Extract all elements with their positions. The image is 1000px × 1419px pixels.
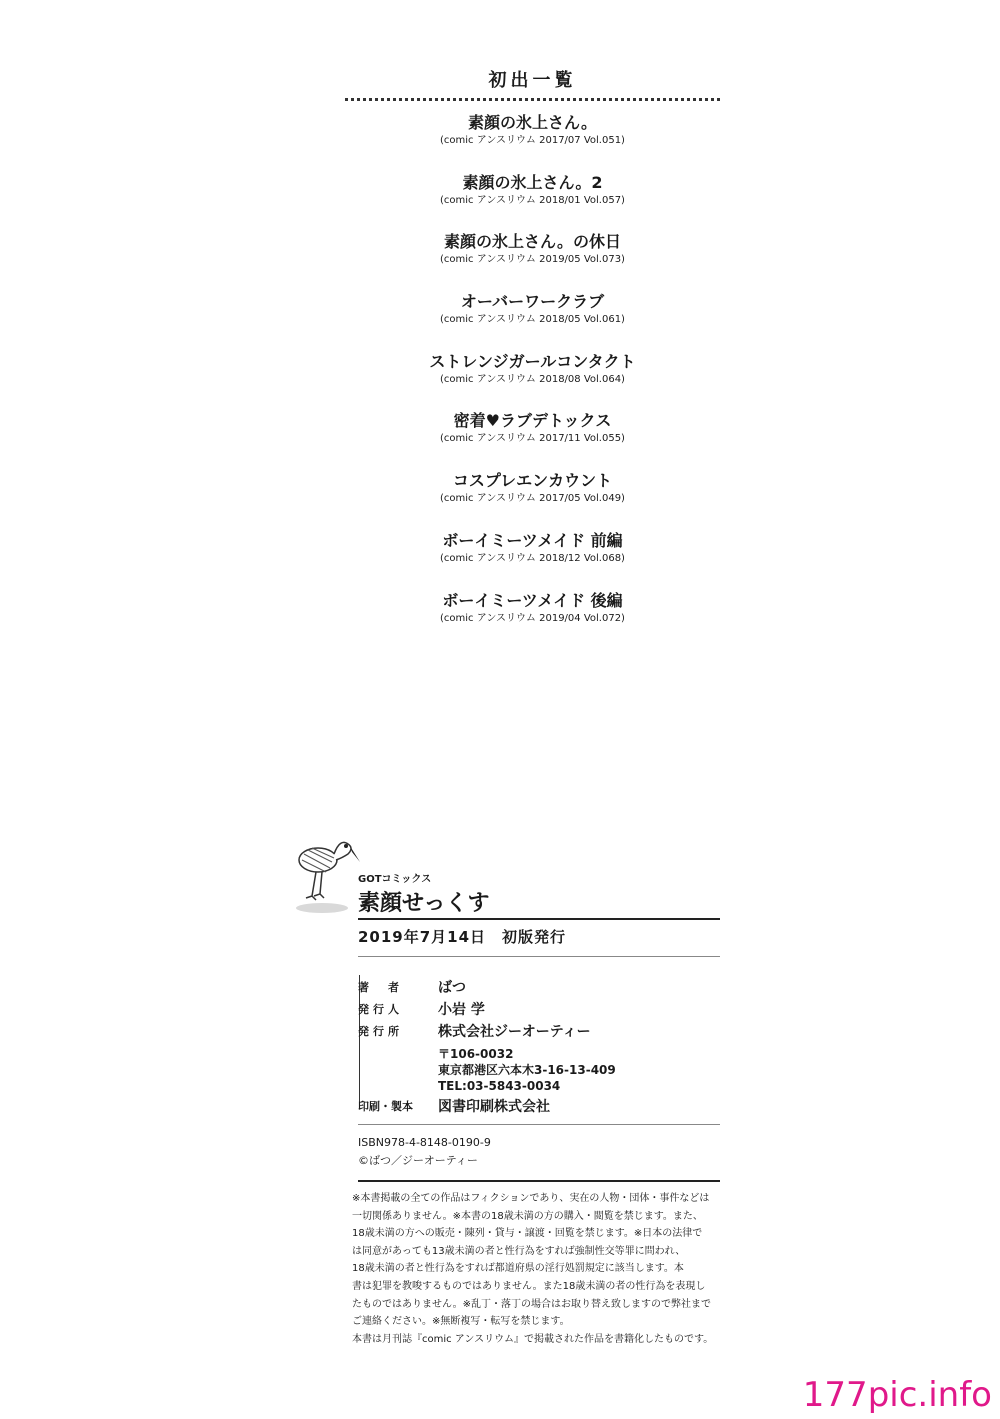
toc-entry-source: (comic アンスリウム 2019/05 Vol.073) xyxy=(440,254,625,266)
toc-entry xyxy=(345,231,720,291)
toc-entry-title: 素顔の氷上さん。 xyxy=(468,113,597,132)
isbn-block xyxy=(358,1134,491,1170)
book-title: 素顔せっくす xyxy=(358,891,490,916)
printer-name: 図書印刷株式会社 xyxy=(438,1099,550,1115)
toc-entry-title: 素顔の氷上さん。2 xyxy=(462,172,603,192)
credits xyxy=(358,977,720,1043)
toc-list xyxy=(345,112,720,649)
credit-row-publisher xyxy=(358,1021,720,1043)
toc-entry-title: ボーイミーツメイド 後編 xyxy=(442,590,623,610)
legal-note-line: 書は犯罪を教唆するものではありません。また18歳未満の者の性行為を表現し xyxy=(352,1280,706,1292)
edition-date: 2019年7月14日 初版発行 xyxy=(358,928,567,946)
copyright: ©ばつ／ジーオーティー xyxy=(358,1154,478,1167)
divider xyxy=(358,956,720,957)
toc-entry-source: (comic アンスリウム 2018/12 Vol.068) xyxy=(440,552,625,564)
toc-entry xyxy=(345,530,720,590)
toc-entry xyxy=(345,291,720,351)
toc-entry-source: (comic アンスリウム 2018/01 Vol.057) xyxy=(440,194,625,206)
credit-label: 印刷・製本 xyxy=(358,1100,413,1113)
toc-entry-source: (comic アンスリウム 2017/07 Vol.051) xyxy=(440,135,625,146)
toc-entry-title: 素顔の氷上さん。の休日 xyxy=(444,232,621,252)
postal-code: 〒106-0032 xyxy=(438,1047,514,1061)
credit-label: 発行所 xyxy=(358,1025,403,1038)
legal-note-line: 18歳未満の方への販売・陳列・貸与・譲渡・回覧を禁じます。※日本の法律で xyxy=(352,1228,703,1240)
toc-entry-title: ストレンジガールコンタクト xyxy=(429,351,636,371)
toc-entry xyxy=(345,470,720,530)
divider xyxy=(358,1180,720,1182)
toc-entry-source: (comic アンスリウム 2017/11 Vol.055) xyxy=(440,433,625,445)
credit-label: 著 者 xyxy=(358,981,403,994)
author-name: ばつ xyxy=(438,980,466,996)
telephone: TEL:03-5843-0034 xyxy=(438,1079,561,1093)
legal-note-line: 本書は月刊誌『comic アンスリウム』で掲載された作品を書籍化したものです。 xyxy=(352,1333,714,1345)
credit-row-publisher-person xyxy=(358,999,720,1021)
legal-note-line: 一切関係ありません。※本書の18歳未満の方の購入・閲覧を禁じます。また、 xyxy=(352,1210,703,1222)
toc-heading: 初出一覧 xyxy=(488,70,577,91)
toc-entry xyxy=(345,172,720,232)
toc-entry-source: (comic アンスリウム 2017/05 Vol.049) xyxy=(440,493,625,505)
toc-entry-title: コスプレエンカウント xyxy=(452,471,613,491)
legal-note-line: ※本書掲載の全ての作品はフィクションであり、実在の人物・団体・事件などは xyxy=(352,1193,710,1204)
credit-label: 発行人 xyxy=(358,1003,403,1016)
legal-notes xyxy=(352,1190,722,1348)
credits-printer xyxy=(358,1096,720,1118)
isbn: ISBN978-4-8148-0190-9 xyxy=(358,1136,491,1149)
legal-note-line: ご連絡ください。※無断複写・転写を禁じます。 xyxy=(352,1316,570,1328)
series-name: GOTコミックス xyxy=(358,874,432,885)
toc-entry-title: 密着♥ラブデトックス xyxy=(453,411,612,431)
dotted-divider xyxy=(345,98,720,101)
publisher-person: 小岩 学 xyxy=(438,1002,485,1018)
toc-entry-title: ボーイミーツメイド 前編 xyxy=(442,530,623,550)
address: 東京都港区六本木3-16-13-409 xyxy=(438,1063,616,1077)
watermark: 177pic.info xyxy=(802,1375,992,1415)
publisher-name: 株式会社ジーオーティー xyxy=(438,1024,591,1040)
bird-logo-icon xyxy=(290,830,365,915)
toc-entry xyxy=(345,112,720,172)
title-divider xyxy=(358,918,720,920)
legal-note-line: は同意があっても13歳未満の者と性行為をすれば強制性交等罪に問われ、 xyxy=(352,1245,686,1257)
toc-entry xyxy=(345,410,720,470)
legal-note-line: 18歳未満の者と性行為をすれば都道府県の淫行処罰規定に該当します。本 xyxy=(352,1263,684,1275)
toc-entry xyxy=(345,590,720,650)
credit-row-author xyxy=(358,977,720,999)
divider xyxy=(358,1124,720,1125)
toc-entry-title: オーバーワークラブ xyxy=(460,292,605,312)
toc-entry xyxy=(345,351,720,411)
toc-entry-source: (comic アンスリウム 2018/08 Vol.064) xyxy=(440,373,625,385)
legal-note-line: たものではありません。※乱丁・落丁の場合はお取り替え致しますので弊社まで xyxy=(352,1298,711,1310)
toc-entry-source: (comic アンスリウム 2019/04 Vol.072) xyxy=(440,612,625,624)
credit-row-printer xyxy=(358,1096,720,1118)
toc-entry-source: (comic アンスリウム 2018/05 Vol.061) xyxy=(440,314,625,326)
